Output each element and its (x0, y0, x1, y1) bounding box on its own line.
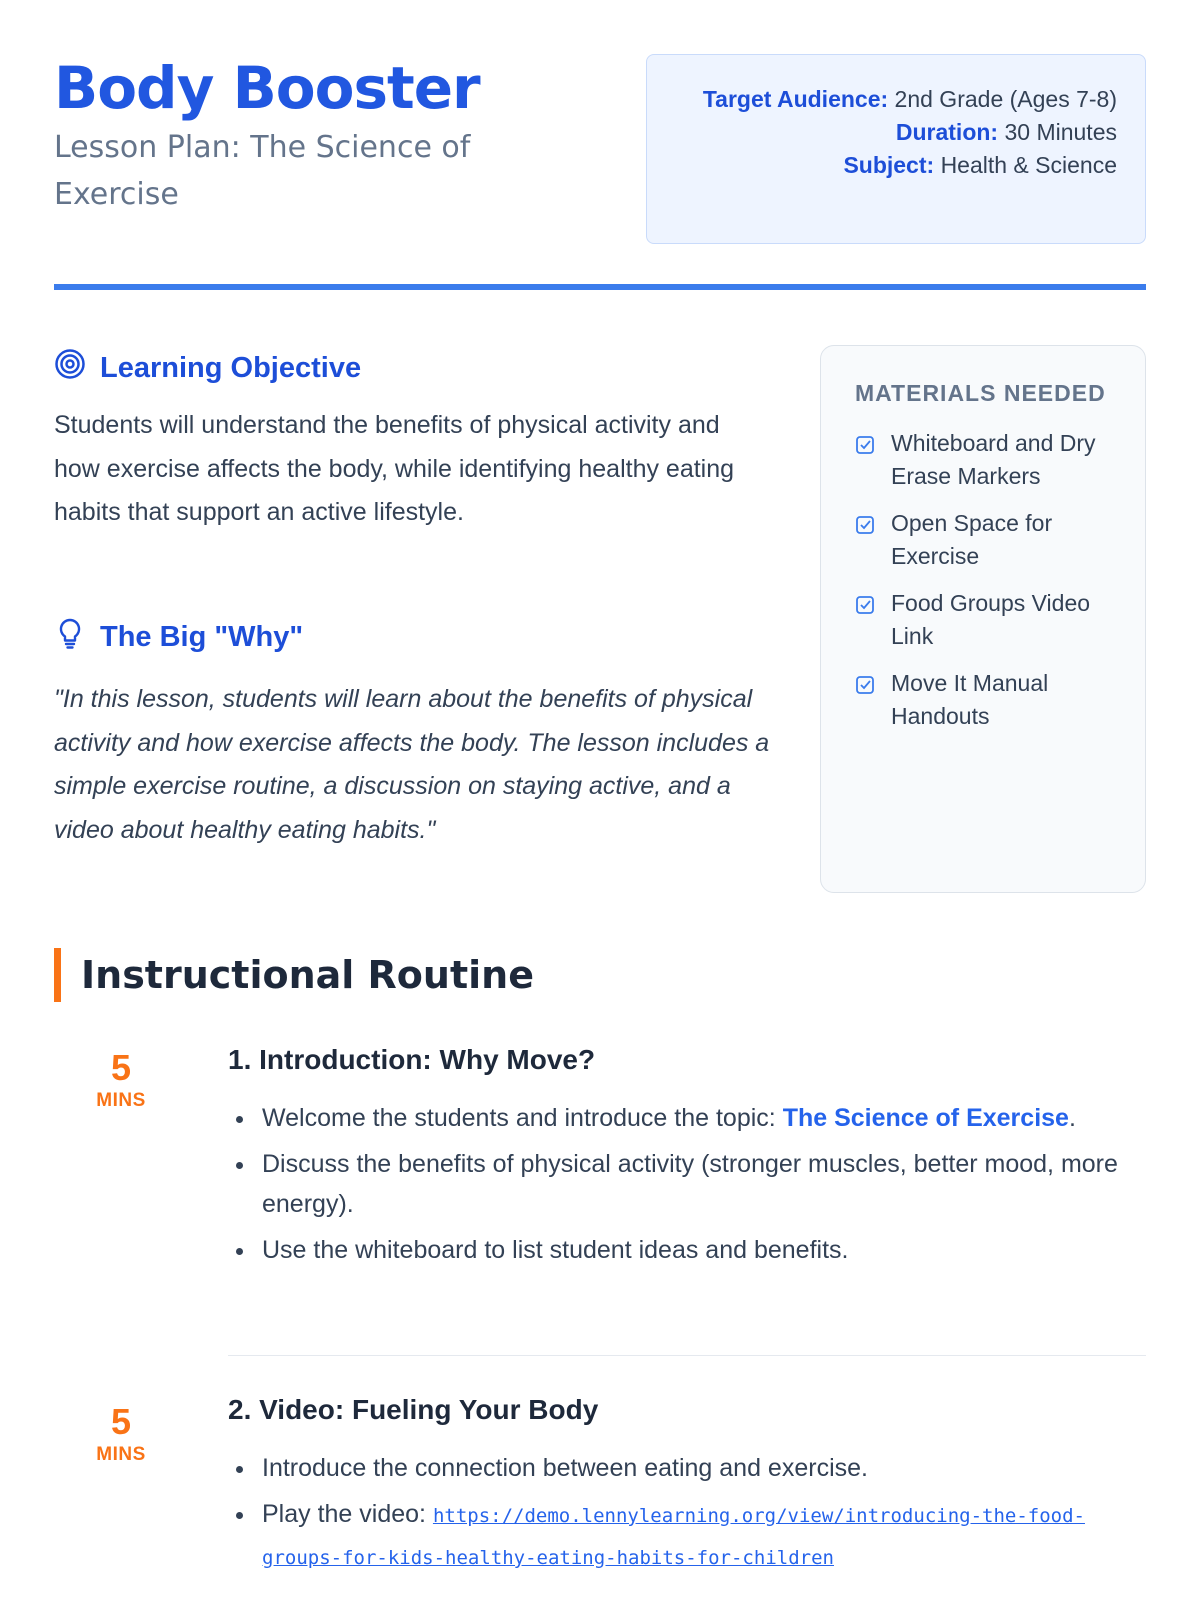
duration-value: 30 Minutes (1004, 119, 1117, 145)
step-minutes: 5 (110, 1047, 132, 1088)
why-quote: "In this lesson, students will learn about the benefits of physical activity and how exercise affects the body. The lesson includes a simple exercise routine, a discussion on staying active, and a video about healthy eating habits." (54, 685, 770, 844)
video-link[interactable]: https://demo.lennylearning.org/view/introducing-the-food-groups-for-kids-healthy-eating-habits-for-children (262, 1505, 1085, 1569)
step-bullets (228, 1448, 1146, 1578)
step-minutes-unit: MINS (96, 1444, 146, 1465)
materials-heading: MATERIALS NEEDED (855, 380, 1106, 406)
bullet-text: Welcome the students and introduce the topic: (262, 1104, 783, 1132)
lesson-header (54, 54, 1146, 244)
checkbox-icon (855, 667, 879, 733)
step-title: 1. Introduction: Why Move? (228, 1044, 596, 1075)
materials-panel (820, 345, 1146, 893)
step-bullet (228, 1494, 1146, 1578)
routine-heading: Instructional Routine (54, 948, 534, 1002)
topic-highlight: The Science of Exercise (782, 1104, 1069, 1132)
materials-item (855, 507, 1115, 573)
step-divider (228, 1355, 1146, 1356)
header-divider (54, 284, 1146, 290)
objective-heading-text: Learning Objective (100, 351, 362, 384)
materials-item-label: Whiteboard and Dry Erase Markers (891, 430, 1096, 489)
step-minutes-unit: MINS (96, 1090, 146, 1111)
page-title: Body Booster (54, 54, 480, 122)
objective-heading (54, 348, 361, 388)
step-minutes: 5 (110, 1401, 132, 1442)
step-body (228, 1394, 1146, 1584)
materials-item (855, 427, 1115, 493)
step-bullet (228, 1098, 1146, 1138)
why-heading-text: The Big "Why" (100, 620, 304, 653)
why-heading (54, 616, 303, 658)
lesson-info-box (646, 54, 1146, 244)
bullet-text: Play the video: (262, 1500, 433, 1528)
objective-text: Students will understand the benefits of physical activity and how exercise affects the body, while identifying healthy eating habits that support an active lifestyle. (54, 411, 735, 526)
subject-value: Health & Science (940, 152, 1117, 178)
materials-item-label: Open Space for Exercise (891, 510, 1053, 569)
checkbox-icon (855, 587, 879, 653)
audience-value: 2nd Grade (Ages 7-8) (894, 86, 1117, 112)
duration-label: Duration: (895, 119, 999, 145)
materials-item (855, 587, 1115, 653)
step-bullet: Introduce the connection between eating and exercise. (228, 1448, 1146, 1488)
step-body (228, 1046, 1146, 1276)
lightbulb-icon (54, 616, 86, 658)
step-bullets (228, 1098, 1146, 1270)
materials-item-label: Move It Manual Handouts (891, 670, 1049, 729)
step-duration (54, 1046, 188, 1112)
audience-label: Target Audience: (702, 86, 889, 112)
audience-row (675, 83, 1117, 116)
step-bullet: Discuss the benefits of physical activity (stronger muscles, better mood, more energy). (228, 1144, 1146, 1224)
duration-row (675, 116, 1117, 149)
step-duration (54, 1400, 188, 1466)
bullet-text: . (1068, 1104, 1076, 1132)
step-title: 2. Video: Fueling Your Body (228, 1394, 599, 1425)
page-subtitle: Lesson Plan: The Science of Exercise (54, 130, 471, 212)
materials-item (855, 667, 1115, 733)
subject-row (675, 149, 1117, 182)
checkbox-icon (855, 427, 879, 493)
step-bullet: Use the whiteboard to list student ideas and benefits. (228, 1230, 1146, 1270)
materials-item-label: Food Groups Video Link (891, 590, 1091, 649)
checkbox-icon (855, 507, 879, 573)
subject-label: Subject: (843, 152, 935, 178)
target-icon (54, 348, 86, 388)
